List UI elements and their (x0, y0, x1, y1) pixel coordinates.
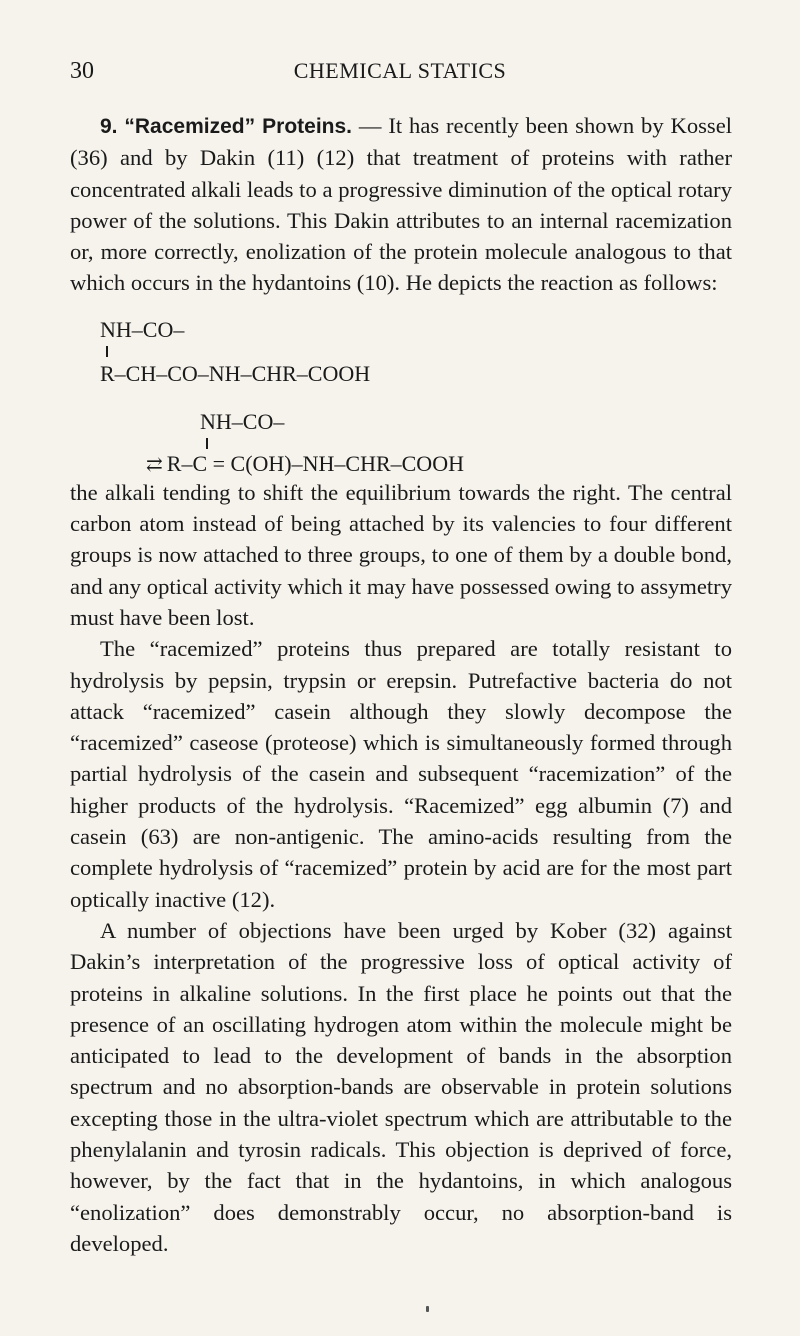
formula-right-bond (206, 438, 208, 449)
equilibrium-arrow-icon: ⇄ (146, 453, 163, 476)
print-speck (426, 1306, 429, 1312)
section-title: “Racemized” Proteins. (124, 115, 353, 138)
section-intro: It has recently been shown by Kossel (36) and by Dakin (11) (12) that treatment of proteins with rather concentrated alkali leads to a progressive diminution of the optical rotary power of the solutions. This Dakin attributes to an internal racemization or, more correctly, enolization of the protein molecule analogous to that which occurs in the hydantoins (10). He depicts the reaction as follows: (70, 113, 733, 296)
formula-left-bond (106, 346, 108, 357)
running-head: CHEMICAL STATICS (293, 58, 507, 83)
formula-left-main: R–CH–CO–NH–CHR–COOH (100, 360, 371, 386)
reaction-formula (70, 305, 732, 476)
formula-left-top: NH–CO– (100, 316, 185, 342)
page-number: 30 (70, 58, 94, 84)
paragraph-1: the alkali tending to shift the equilibrium towards the right. The central carbon atom instead of being attached by its valencies to four different groups is now attached to three groups, to one of them by a double bond, and any optical activity which it may have possessed owing to assymetry must have been lost. (70, 479, 732, 630)
formula-right-main-group (146, 450, 464, 476)
page-header (70, 58, 730, 90)
body-text (70, 110, 732, 1259)
section-number: 9. (100, 115, 118, 138)
paragraph-2: The “racemized” proteins thus prepared are totally resistant to hydrolysis by pepsin, trypsin or erepsin. Putrefactive bacteria do not attack “racemized” casein although they slowly decompose the “racemized” caseose (proteose) which is simultaneously formed through partial hydrolysis of the casein and subsequent “racemization” of the higher products of the hydrolysis. “Racemized” egg albumin (7) and casein (63) are non-antigenic. The amino-acids resulting from the complete hydrolysis of “racemized” protein by acid are for the most part optically inactive (12). (70, 636, 732, 912)
paragraph-3: A number of objections have been urged by Kober (32) against Dakin’s interpretation of the progressive loss of optical activity of proteins in alkaline solutions. In the first place he points out that the presence of an oscillating hydrogen atom within the molecule might be anticipated to lead to the development of bands in the absorption spectrum and no absorption-bands are observable in protein solutions excepting those in the ultra-violet spectrum which are attributable to the phenylalanin and tyrosin radicals. This objection is deprived of force, however, by the fact that in the hydantoins, in which analogous “enolization” does demonstrably occur, no absorption-band is developed. (70, 917, 732, 1256)
formula-right-top: NH–CO– (200, 408, 285, 434)
formula-right-main: R–C = C(OH)–NH–CHR–COOH (166, 450, 464, 476)
section-dash: — (352, 113, 389, 138)
section-paragraph (70, 110, 732, 299)
